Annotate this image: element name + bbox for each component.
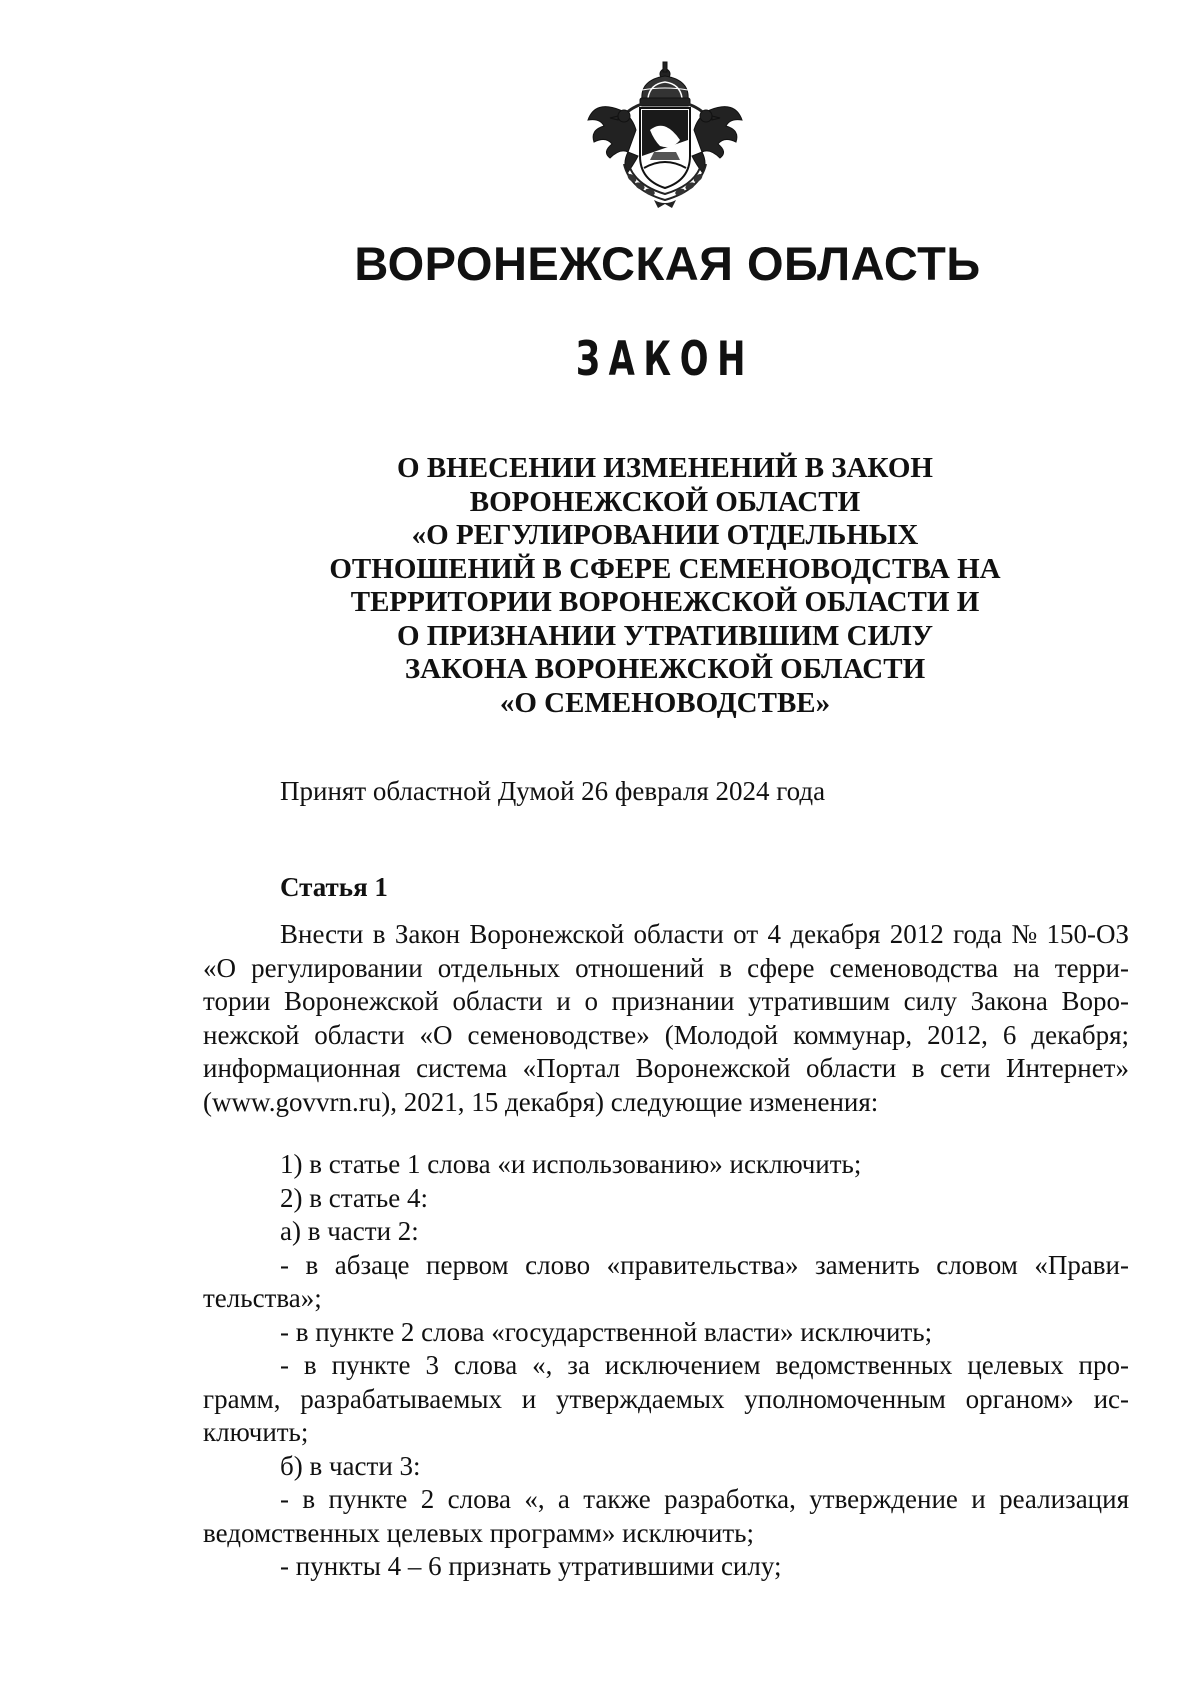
law-title-line: О ПРИЗНАНИИ УТРАТИВШИМ СИЛУ	[396, 619, 934, 652]
list-item: - в пункте 2 слова «, а также разработка, утверждение и реализация	[280, 1484, 1129, 1514]
coat-of-arms-icon	[580, 60, 750, 210]
list-item: а) в части 2:	[280, 1216, 419, 1246]
law-title-line: ЗАКОНА ВОРОНЕЖСКОЙ ОБЛАСТИ	[404, 653, 926, 685]
document-type: ЗАКОН	[575, 332, 755, 387]
intro-line: (www.govvrn.ru), 2021, 15 декабря) следующие изменения:	[203, 1086, 879, 1117]
article-heading: Статья 1	[280, 872, 388, 902]
law-title-line: ВОРОНЕЖСКОЙ ОБЛАСТИ	[469, 485, 861, 518]
list-item: б) в части 3:	[280, 1450, 421, 1481]
article-intro	[203, 918, 1129, 1119]
intro-line: Внести в Закон Воронежской области от 4 декабря 2012 года № 150-ОЗ	[280, 919, 1129, 949]
law-title-line: ОТНОШЕНИЙ В СФЕРЕ СЕМЕНОВОДСТВА НА	[329, 552, 1001, 585]
adoption-note: Принят областной Думой 26 февраля 2024 года	[280, 776, 826, 806]
law-title	[300, 452, 1030, 720]
intro-line: «О регулировании отдельных отношений в сфере семеноводства на терри-	[203, 952, 1129, 983]
law-title-line: ТЕРРИТОРИИ ВОРОНЕЖСКОЙ ОБЛАСТИ И	[350, 586, 980, 618]
law-title-line: О ВНЕСЕНИИ ИЗМЕНЕНИЙ В ЗАКОН	[397, 452, 933, 484]
list-item: - в пункте 2 слова «государственной власти» исключить;	[280, 1316, 933, 1347]
list-item: 2) в статье 4:	[280, 1182, 428, 1213]
list-item-continuation: ключить;	[203, 1417, 309, 1447]
intro-line: нежской области «О семеноводстве» (Молодой коммунар, 2012, 6 декабря;	[203, 1019, 1129, 1050]
law-title-line: «О РЕГУЛИРОВАНИИ ОТДЕЛЬНЫХ	[411, 519, 919, 551]
intro-line: тории Воронежской области и о признании утратившим силу Закона Воро-	[203, 986, 1129, 1016]
list-item-continuation: грамм, разрабатываемых и утверждаемых уполномоченным органом» ис-	[203, 1383, 1129, 1414]
list-item-continuation: тельства»;	[203, 1283, 322, 1313]
list-item: 1) в статье 1 слова «и использованию» исключить;	[280, 1149, 862, 1179]
list-item: - в абзаце первом слово «правительства» заменить словом «Прави-	[280, 1249, 1129, 1280]
intro-line: информационная система «Портал Воронежской области в сети Интернет»	[203, 1053, 1129, 1083]
region-title: ВОРОНЕЖСКАЯ ОБЛАСТЬ	[354, 237, 981, 290]
list-item: - в пункте 3 слова «, за исключением ведомственных целевых про-	[280, 1350, 1129, 1380]
list-item-continuation: ведомственных целевых программ» исключить;	[203, 1517, 754, 1548]
law-title-line: «О СЕМЕНОВОДСТВЕ»	[499, 686, 831, 719]
amendment-list	[203, 1148, 1129, 1584]
list-item: - пункты 4 – 6 признать утратившими силу;	[280, 1551, 782, 1581]
